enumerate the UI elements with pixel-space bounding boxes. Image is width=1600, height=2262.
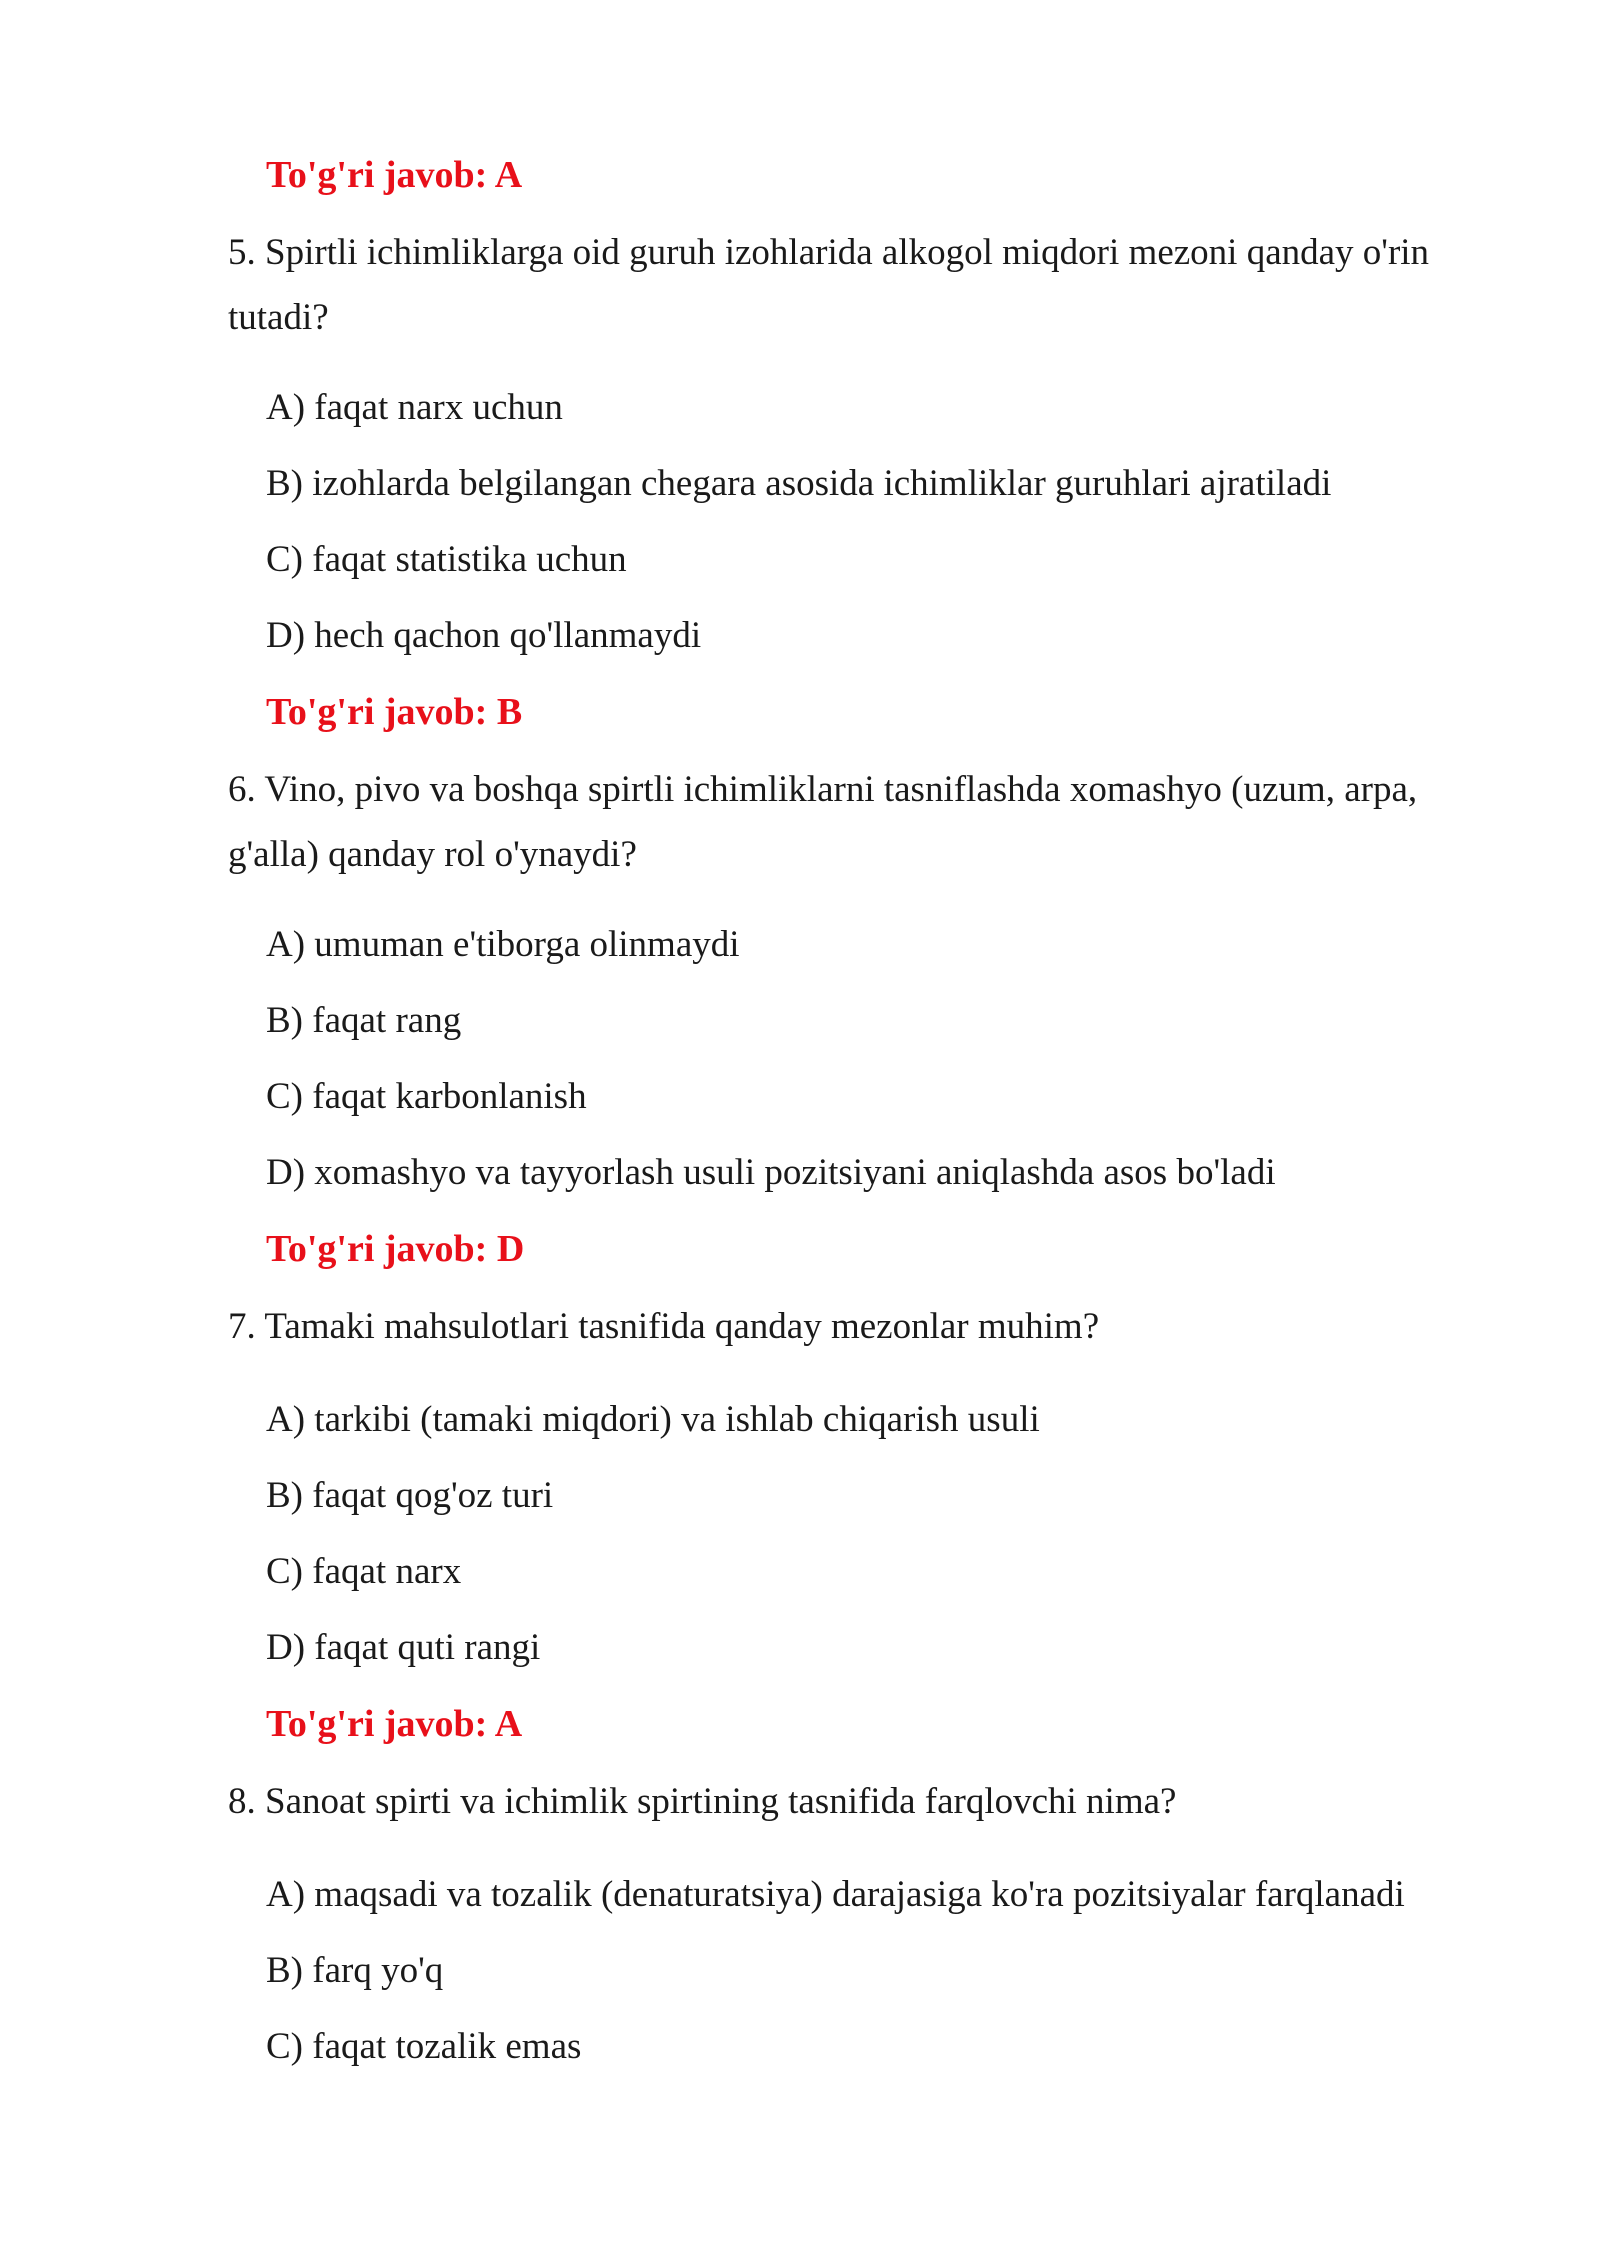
- question-6-option-a: A) umuman e'tiborga olinmaydi: [266, 924, 740, 965]
- question-8-option-b: B) farq yo'q: [266, 1950, 444, 1991]
- question-6-option-d: D) xomashyo va tayyorlash usuli pozitsiyani aniqlashda asos bo'ladi: [266, 1152, 1276, 1193]
- question-6-option-c: C) faqat karbonlanish: [266, 1076, 587, 1117]
- correct-answer-previous: To'g'ri javob: A: [266, 154, 523, 196]
- question-8: 8. Sanoat spirti va ichimlik spirtining tasnifida farqlovchi nima?: [228, 1781, 1177, 1822]
- question-5-option-a: A) faqat narx uchun: [266, 387, 563, 428]
- question-7: 7. Tamaki mahsulotlari tasnifida qanday mezonlar muhim?: [228, 1306, 1100, 1347]
- question-7-correct-answer: To'g'ri javob: A: [266, 1703, 523, 1745]
- question-8-option-c: C) faqat tozalik emas: [266, 2026, 582, 2067]
- question-5-option-c: C) faqat statistika uchun: [266, 539, 627, 580]
- question-5-option-b: B) izohlarda belgilangan chegara asosida ichimliklar guruhlari ajratiladi: [266, 463, 1332, 504]
- question-5-correct-answer: To'g'ri javob: B: [266, 691, 523, 733]
- question-6-correct-answer: To'g'ri javob: D: [266, 1228, 525, 1270]
- question-5-option-d: D) hech qachon qo'llanmaydi: [266, 615, 702, 656]
- question-7-option-b: B) faqat qog'oz turi: [266, 1475, 554, 1516]
- question-6-option-b: B) faqat rang: [266, 1000, 462, 1041]
- question-8-option-a: A) maqsadi va tozalik (denaturatsiya) darajasiga ko'ra pozitsiyalar farqlanadi: [266, 1874, 1405, 1915]
- question-7-option-c: C) faqat narx: [266, 1551, 462, 1592]
- question-5: 5. Spirtli ichimliklarga oid guruh izohlarida alkogol miqdori mezoni qanday o'rin tutadi?: [228, 232, 1430, 338]
- question-7-option-a: A) tarkibi (tamaki miqdori) va ishlab chiqarish usuli: [266, 1399, 1040, 1440]
- question-6: 6. Vino, pivo va boshqa spirtli ichimliklarni tasniflashda xomashyo (uzum, arpa, g'alla) qanday rol o'ynaydi?: [228, 769, 1418, 875]
- question-7-option-d: D) faqat quti rangi: [266, 1627, 541, 1668]
